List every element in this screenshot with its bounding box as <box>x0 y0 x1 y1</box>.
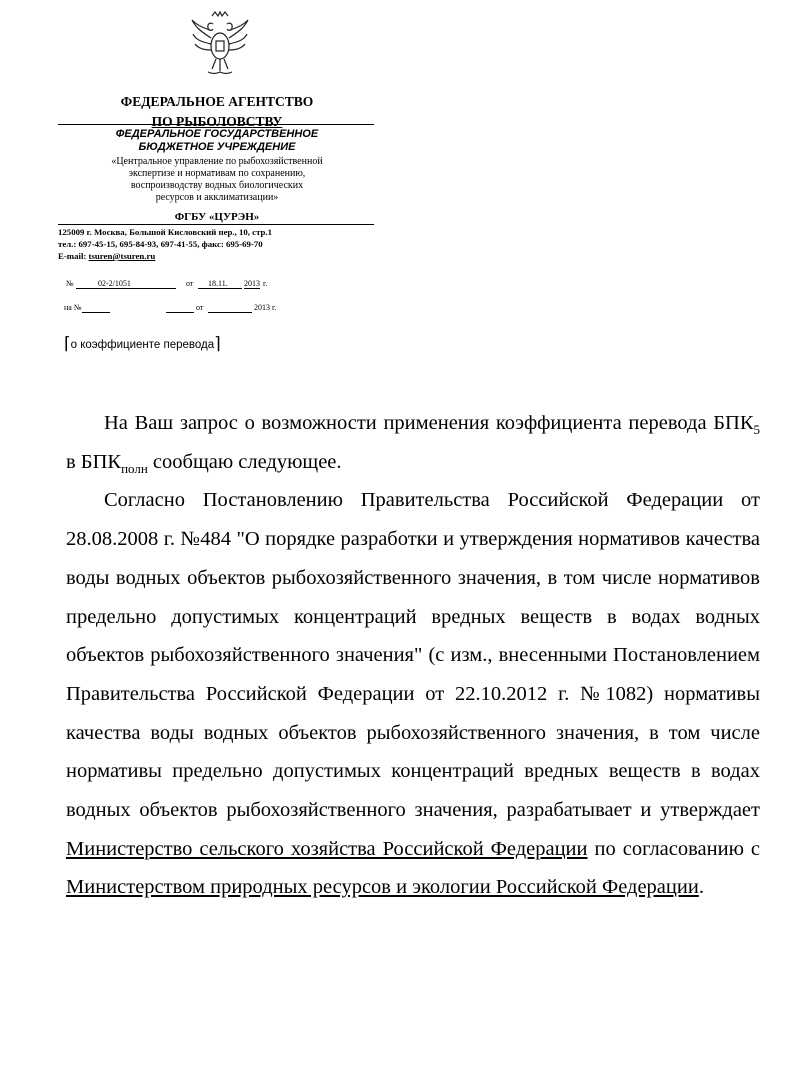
institution-name <box>58 128 376 154</box>
institution-line2: БЮДЖЕТНОЕ УЧРЕЖДЕНИЕ <box>138 141 296 153</box>
reference-field <box>82 303 110 313</box>
abbreviation-divider <box>58 224 374 225</box>
agency-line2: ПО РЫБОЛОВСТВУ <box>151 114 283 129</box>
p1-subscript-5: 5 <box>753 422 760 438</box>
from-label: от <box>186 279 194 288</box>
desc-line3: воспроизводству водных биологических <box>130 180 304 191</box>
letterhead-divider <box>58 124 374 125</box>
year-suffix: г. <box>263 279 268 288</box>
subject-text: о коэффициенте перевода <box>70 339 215 351</box>
desc-line2: экспертизе и нормативам по сохранению, <box>128 168 306 179</box>
contacts <box>58 226 376 262</box>
number-value: 02-2/1051 <box>98 279 131 288</box>
p1-text-a: На Ваш запрос о возможности применения коэффициента перевода БПК <box>104 412 754 434</box>
address: 125009 г. Москва, Большой Кисловский пер., 10, стр.1 <box>58 227 272 237</box>
ministry-natural-resources-link[interactable]: Министерством природных ресурсов и экологии Российской Федерации <box>66 876 699 899</box>
paragraph-1 <box>66 404 760 481</box>
reference-from-label: от <box>196 303 204 312</box>
double-headed-eagle-emblem-icon <box>190 10 250 80</box>
p1-subscript-poln: полн <box>121 460 148 476</box>
p2-text-c: . <box>698 876 704 899</box>
desc-line4: ресурсов и акклиматизации» <box>155 192 279 203</box>
date-field <box>198 279 242 289</box>
agency-name <box>58 92 376 132</box>
letter-subject: ⌈о коэффициенте перевода⌉ <box>64 334 221 353</box>
institution-description <box>58 156 376 204</box>
email-label: E-mail: <box>58 251 87 261</box>
year-value: 2013 <box>244 279 260 288</box>
date-value: 18.11. <box>208 279 228 288</box>
reference-date-field <box>208 303 252 313</box>
ministry-agriculture-link[interactable]: Министерство сельского хозяйства Российской Федерации <box>66 837 588 860</box>
phones: тел.: 697-45-15, 695-84-93, 697-41-55, факс: 695-69-70 <box>58 239 263 249</box>
number-label: № <box>66 279 74 288</box>
p2-text-a: Согласно Постановлению Правительства Российской Федерации от 28.08.2008 г. №484 "О порядке разработки и утверждения нормативов качества воды водных объектов рыбохозяйственного значения, в том числе нормативов предельно допустимых концентраций вредных веществ в водах водных объектов рыбохозяйственного значения" (с изм., внесенными Постановлением Правительства Российской Федерации от 22.10.2012 г. №1082) нормативы качества воды водных объектов рыбохозяйственного значения, в том числе нормативы предельно допустимых концентраций вредных веществ в водах водных объектов рыбохозяйственного значения, разрабатывает и утверждает <box>66 489 760 822</box>
letter-body <box>66 404 760 907</box>
paragraph-2 <box>66 481 760 907</box>
institution-abbreviation: ФГБУ «ЦУРЭН» <box>174 211 260 223</box>
p1-text-b: в БПК <box>66 450 122 473</box>
email-link[interactable]: tsuren@tsuren.ru <box>88 251 156 261</box>
agency-line1: ФЕДЕРАЛЬНОЕ АГЕНТСТВО <box>120 94 314 109</box>
desc-line1: «Центральное управление по рыбохозяйственной <box>111 156 323 167</box>
reference-label: на № <box>64 303 82 312</box>
number-field <box>76 279 176 289</box>
reference-field-2 <box>166 303 194 313</box>
p2-text-b: по согласованию с <box>587 837 760 860</box>
reference-year-suffix: г. <box>272 303 277 312</box>
institution-line1: ФЕДЕРАЛЬНОЕ ГОСУДАРСТВЕННОЕ <box>115 128 319 140</box>
p1-text-c: сообщаю следующее. <box>147 450 342 473</box>
reference-year: 2013 <box>254 303 270 312</box>
